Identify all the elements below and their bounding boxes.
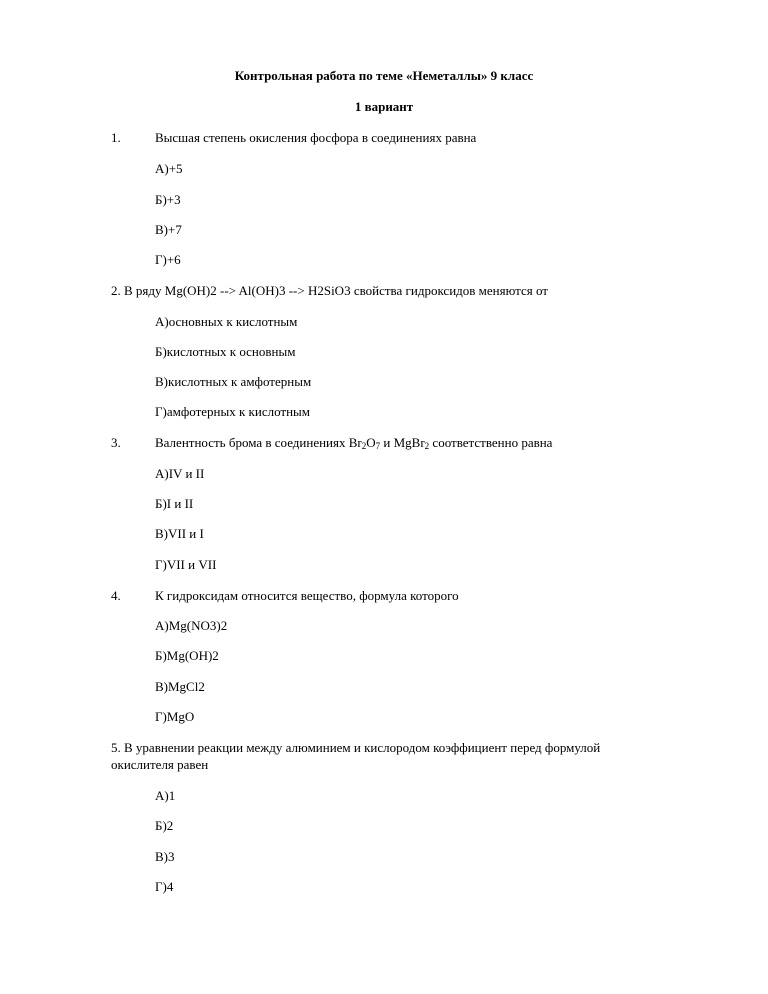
- question-3-option-b: Б)I и II: [155, 496, 194, 511]
- question-2-option-a: А)основных к кислотным: [155, 314, 298, 329]
- question-3-subscript-b: 7: [375, 441, 381, 451]
- question-3-subscript-c: 2: [424, 441, 430, 451]
- question-2-option-c: В)кислотных к амфотерным: [155, 374, 312, 389]
- document-title: Контрольная работа по теме «Неметаллы» 9 класс: [234, 68, 534, 83]
- variant-heading: 1 вариант: [354, 99, 414, 114]
- question-1-option-c: В)+7: [155, 222, 182, 237]
- question-3-text: [155, 435, 552, 451]
- question-5-option-d: Г)4: [155, 879, 174, 894]
- question-3-option-a: А)IV и II: [155, 466, 205, 481]
- question-3-text-part-a: Валентность брома в соединениях Br: [155, 435, 362, 450]
- question-4-number: 4.: [111, 588, 121, 603]
- question-1-option-d: Г)+6: [155, 252, 181, 267]
- question-4-option-b: Б)Mg(OH)2: [155, 648, 219, 663]
- question-3-text-part-d: соответственно равна: [429, 435, 553, 450]
- question-5-text-line-2: окислителя равен: [111, 757, 209, 772]
- question-1-number: 1.: [111, 130, 121, 145]
- question-2-text: 2. В ряду Mg(OH)2 --> Al(OH)3 --> H2SiO3 свойства гидроксидов меняются от: [111, 283, 548, 298]
- question-2-option-b: Б)кислотных к основным: [155, 344, 296, 359]
- question-1-text: Высшая степень окисления фосфора в соединениях равна: [155, 130, 477, 145]
- question-4-option-c: В)MgCl2: [155, 679, 205, 694]
- question-3-option-d: Г)VII и VII: [155, 557, 217, 572]
- question-3-number: 3.: [111, 435, 121, 450]
- question-5-option-b: Б)2: [155, 818, 174, 833]
- question-3-text-part-b: O: [366, 435, 376, 450]
- question-1-option-a: А)+5: [155, 161, 183, 176]
- question-4-option-d: Г)MgO: [155, 709, 195, 724]
- question-1-option-b: Б)+3: [155, 192, 181, 207]
- question-3-subscript-a: 2: [361, 441, 367, 451]
- question-2-option-d: Г)амфотерных к кислотным: [155, 404, 311, 419]
- question-4-text: К гидроксидам относится вещество, формула которого: [155, 588, 459, 603]
- question-5-option-a: А)1: [155, 788, 176, 803]
- question-3-text-part-c: и MgBr: [380, 435, 425, 450]
- question-5-text-line-1: 5. В уравнении реакции между алюминием и кислородом коэффициент перед формулой: [111, 740, 601, 755]
- question-3-option-c: В)VII и I: [155, 526, 204, 541]
- question-5-option-c: В)3: [155, 849, 175, 864]
- question-4-option-a: А)Mg(NO3)2: [155, 618, 228, 633]
